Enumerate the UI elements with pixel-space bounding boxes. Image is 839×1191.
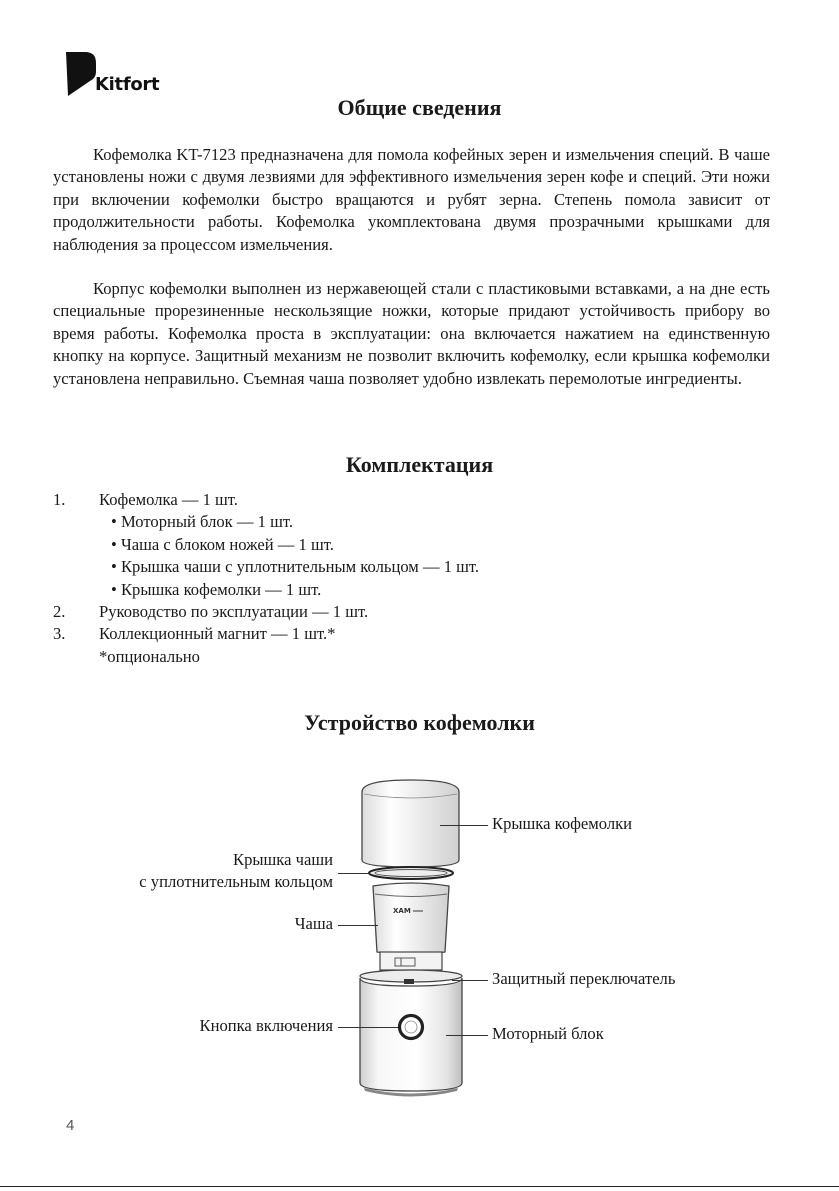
list-subtext: • Моторный блок — 1 шт. (111, 512, 293, 532)
bowl-shape (373, 883, 449, 970)
leader-power-button (338, 1027, 398, 1028)
device-diagram (0, 770, 839, 1130)
list-item (53, 623, 753, 645)
list-subitem (53, 556, 753, 578)
grinder-lid-shape (362, 780, 459, 867)
list-subitem (53, 534, 753, 556)
footnote-text: *опционально (99, 646, 200, 666)
label-bowl-lid-line2: с уплотнительным кольцом (139, 872, 333, 891)
page-number: 4 (66, 1117, 75, 1134)
brand-name: Kitfort (95, 74, 160, 95)
leader-safety-switch (452, 980, 488, 981)
label-grinder-lid: Крышка кофемолки (492, 814, 633, 833)
bottom-rule (0, 1186, 839, 1187)
bowl-marking: XAM (393, 907, 411, 915)
coffee-grinder-illustration (0, 770, 839, 1130)
list-subtext: • Чаша с блоком ножей — 1 шт. (111, 534, 334, 554)
leader-motor-block (446, 1035, 488, 1036)
motor-block-shape (360, 970, 462, 1097)
leader-bowl-lid (338, 873, 370, 874)
label-power-button: Кнопка включения (199, 1016, 333, 1035)
list-number: 2. (53, 601, 66, 621)
list-item (53, 489, 753, 511)
kitfort-logo-icon (66, 52, 96, 96)
section-title-general: Общие сведения (337, 95, 502, 120)
list-text: Коллекционный магнит — 1 шт.* (99, 624, 336, 644)
leader-bowl (338, 925, 378, 926)
label-bowl-lid-line1: Крышка чаши (233, 850, 333, 869)
list-text: Кофемолка — 1 шт. (99, 490, 238, 509)
list-subtext: • Крышка чаши с уплотнительным кольцом — 1 шт. (111, 557, 480, 577)
bowl-lid-shape (369, 867, 453, 879)
list-number: 1. (53, 490, 66, 509)
list-number: 3. (53, 624, 66, 644)
list-subitem (53, 579, 753, 601)
section-title-package: Комплектация (345, 452, 494, 477)
list-footnote (53, 646, 753, 668)
general-paragraph-1: Кофемолка KT-7123 предназначена для помола кофейных зерен и измельчения специй. В чаше установлены ножи с двумя лезвиями для эффективного измельчения зерен кофе и специй. Эти ножи при включении кофемолки быстро вращаются и рубят зерна. Степень помола зависит от продолжительности работы. Кофемолка укомплектована двумя прозрачными крышками для наблюдения за процессом измельчения. (53, 145, 770, 254)
list-subitem (53, 511, 753, 533)
leader-grinder-lid (440, 825, 488, 826)
label-bowl: Чаша (294, 914, 333, 933)
label-safety-switch: Защитный переключатель (492, 969, 676, 988)
list-subtext: • Крышка кофемолки — 1 шт. (111, 579, 322, 599)
list-item (53, 601, 753, 623)
list-text: Руководство по эксплуатации — 1 шт. (99, 601, 369, 621)
section-title-device: Устройство кофемолки (304, 710, 535, 735)
label-motor-block: Моторный блок (492, 1024, 604, 1043)
package-list (53, 489, 753, 668)
general-paragraph-2: Корпус кофемолки выполнен из нержавеющей стали с пластиковыми вставками, а на дне есть специальные прорезиненные нескользящие ножки, которые придают устойчивость прибору во время работы. Кофемолка проста в эксплуатации: она включается нажатием на единственную кнопку на корпусе. Защитный механизм не позволит включить кофемолку, если крышка кофемолки установлена неправильно. Съемная чаша позволяет удобно извлекать перемолотые ингредиенты. (53, 279, 770, 388)
